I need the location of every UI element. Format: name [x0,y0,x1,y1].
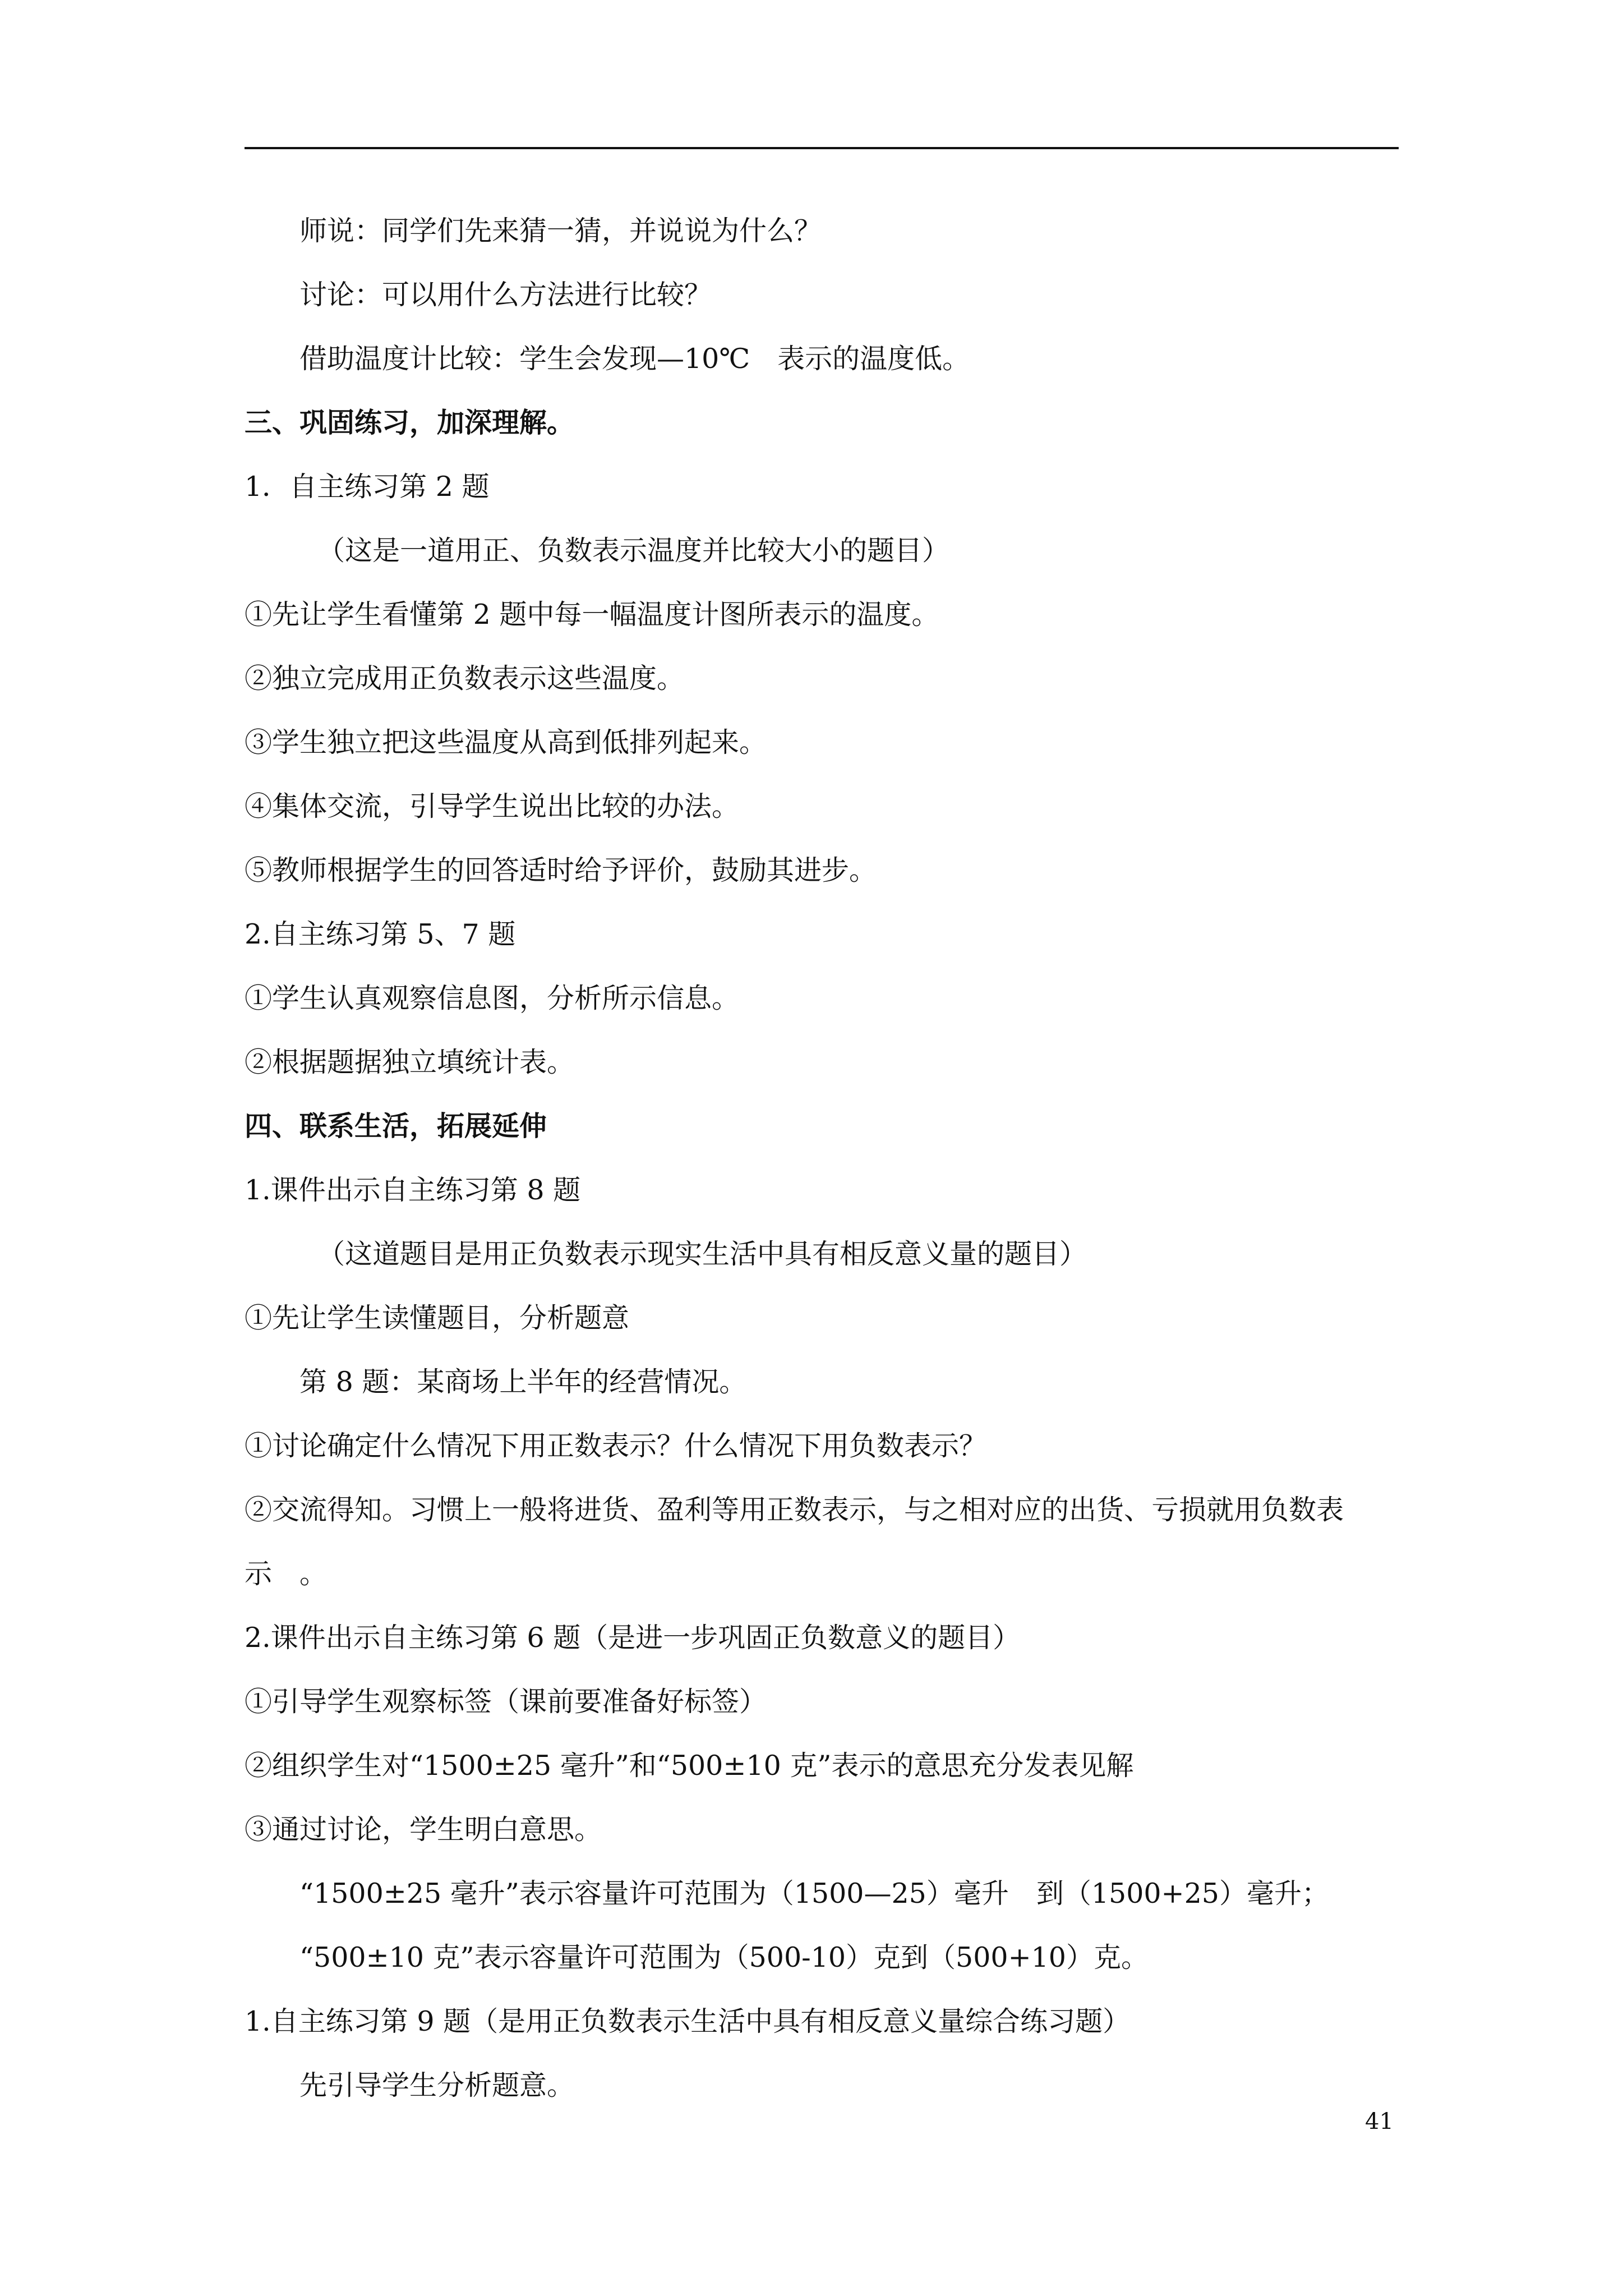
paragraph: 1．自主练习第 2 题 [245,471,490,503]
paragraph: ④集体交流，引导学生说出比较的办法。 [245,790,740,822]
paragraph: ⑤教师根据学生的回答适时给予评价，鼓励其进步。 [245,854,877,886]
paragraph: ①学生认真观察信息图，分析所示信息。 [245,982,740,1014]
paragraph: ①引导学生观察标签（课前要准备好标签） [245,1686,767,1718]
paragraph: 2.自主练习第 5、7 题 [245,918,516,950]
paragraph: ①先让学生看懂第 2 题中每一幅温度计图所表示的温度。 [245,599,939,631]
paragraph: 示 。 [245,1558,328,1590]
paragraph: ③学生独立把这些温度从高到低排列起来。 [245,726,767,758]
paragraph: ③通过讨论，学生明白意思。 [245,1814,602,1846]
paragraph: 1.课件出示自主练习第 8 题 [245,1174,581,1206]
document-body [245,211,1400,2129]
header-rule [245,147,1399,149]
paragraph: “1500±25 毫升”表示容量许可范围为（1500—25）毫升 到（1500+25）毫升； [299,1878,1329,1910]
paragraph: “500±10 克”表示容量许可范围为（500-10）克到（500+10）克。 [299,1941,1149,1973]
paragraph: 1.自主练习第 9 题（是用正负数表示生活中具有相反意义量综合练习题） [245,2005,1131,2037]
paragraph: 讨论：可以用什么方法进行比较？ [299,279,712,311]
page-number: 41 [1365,2109,1394,2134]
paragraph: ②交流得知。习惯上一般将进货、盈利等用正数表示，与之相对应的出货、亏损就用负数表 [245,1494,1344,1526]
paragraph: ②独立完成用正负数表示这些温度。 [245,662,685,694]
paragraph: 先引导学生分析题意。 [299,2069,575,2101]
paragraph: ②根据题据独立填统计表。 [245,1046,575,1078]
paragraph: ①先让学生读懂题目，分析题意 [245,1302,630,1334]
section-heading: 四、联系生活，拓展延伸 [245,1110,547,1142]
paragraph: （这是一道用正、负数表示温度并比较大小的题目） [317,535,950,567]
paragraph: ①讨论确定什么情况下用正数表示？什么情况下用负数表示？ [245,1430,987,1462]
paragraph: ②组织学生对“1500±25 毫升”和“500±10 克”表示的意思充分发表见解 [245,1750,1134,1782]
paragraph: 2.课件出示自主练习第 6 题（是进一步巩固正负数意义的题目） [245,1622,1021,1654]
paragraph: （这道题目是用正负数表示现实生活中具有相反意义量的题目） [317,1238,1087,1270]
paragraph: 第 8 题：某商场上半年的经营情况。 [299,1366,747,1398]
paragraph: 借助温度计比较：学生会发现—10℃ 表示的温度低。 [299,343,970,375]
paragraph: 师说：同学们先来猜一猜，并说说为什么？ [299,215,822,247]
section-heading: 三、巩固练习，加深理解。 [245,407,575,439]
